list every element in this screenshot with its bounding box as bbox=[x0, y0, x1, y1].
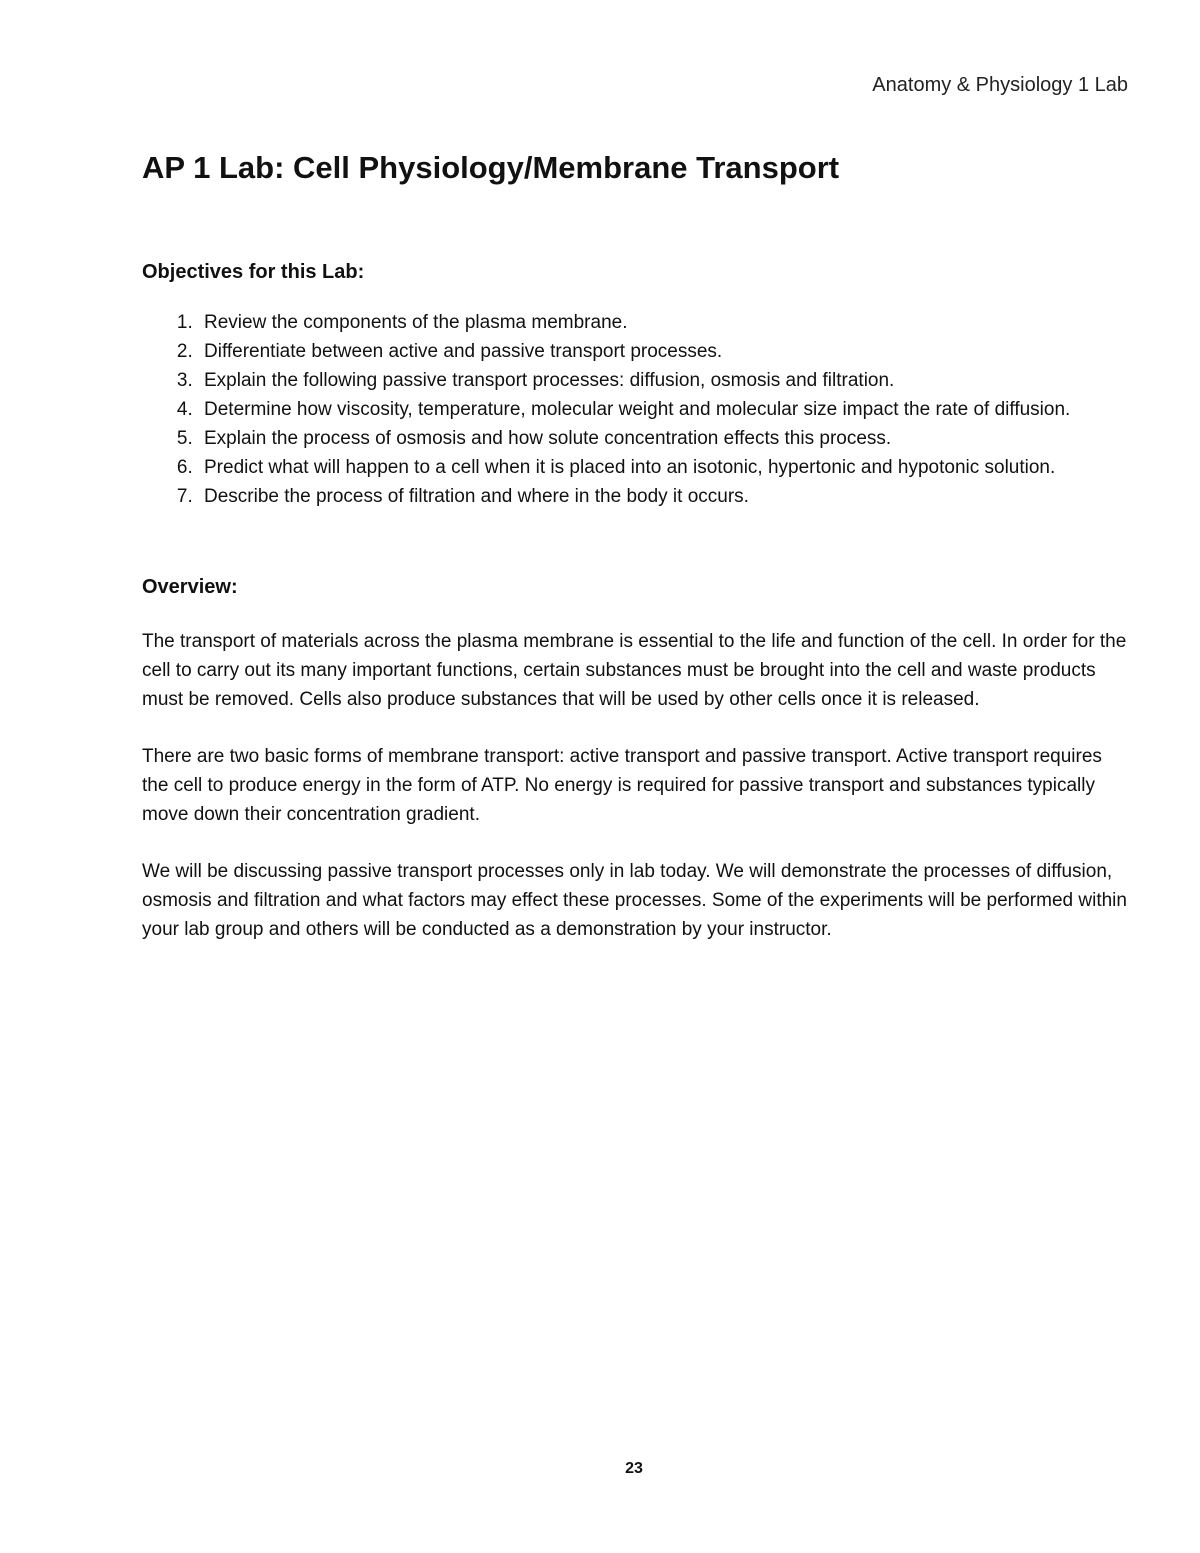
running-header: Anatomy & Physiology 1 Lab bbox=[872, 74, 1128, 96]
document-body bbox=[142, 148, 1132, 944]
objectives-list bbox=[142, 308, 1132, 511]
overview-heading: Overview: bbox=[142, 576, 238, 598]
objective-item: 1. Review the components of the plasma membrane. bbox=[198, 308, 1132, 337]
overview-paragraph: There are two basic forms of membrane transport: active transport and passive transport. Active transport requires the cell to produce energy in the form of ATP. No energy is required for passive transport and substances typically move down their concentration gradient. bbox=[142, 746, 1102, 825]
overview-paragraph: We will be discussing passive transport processes only in lab today. We will demonstrate the processes of diffusion, osmosis and filtration and what factors may effect these processes. Some of the experiments will be performed within your lab group and others will be conducted as a demonstration by your instructor. bbox=[142, 861, 1127, 940]
objective-item: 4. Determine how viscosity, temperature, molecular weight and molecular size impact the rate of diffusion. bbox=[198, 395, 1132, 424]
objective-item: 6. Predict what will happen to a cell when it is placed into an isotonic, hypertonic and hypotonic solution. bbox=[198, 453, 1132, 482]
page-title: AP 1 Lab: Cell Physiology/Membrane Transport bbox=[142, 150, 840, 185]
objective-item: 5. Explain the process of osmosis and how solute concentration effects this process. bbox=[198, 424, 1132, 453]
objective-item: 2. Differentiate between active and passive transport processes. bbox=[198, 337, 1132, 366]
objectives-heading: Objectives for this Lab: bbox=[142, 261, 365, 283]
objective-item: 3. Explain the following passive transport processes: diffusion, osmosis and filtration. bbox=[198, 366, 1132, 395]
objective-item: 7. Describe the process of filtration and where in the body it occurs. bbox=[198, 482, 1132, 511]
overview-paragraph: The transport of materials across the plasma membrane is essential to the life and function of the cell. In order for the cell to carry out its many important functions, certain substances must be brought into the cell and waste products must be removed. Cells also produce substances that will be used by other cells once it is released. bbox=[142, 631, 1127, 710]
page-number: 23 bbox=[625, 1460, 643, 1477]
